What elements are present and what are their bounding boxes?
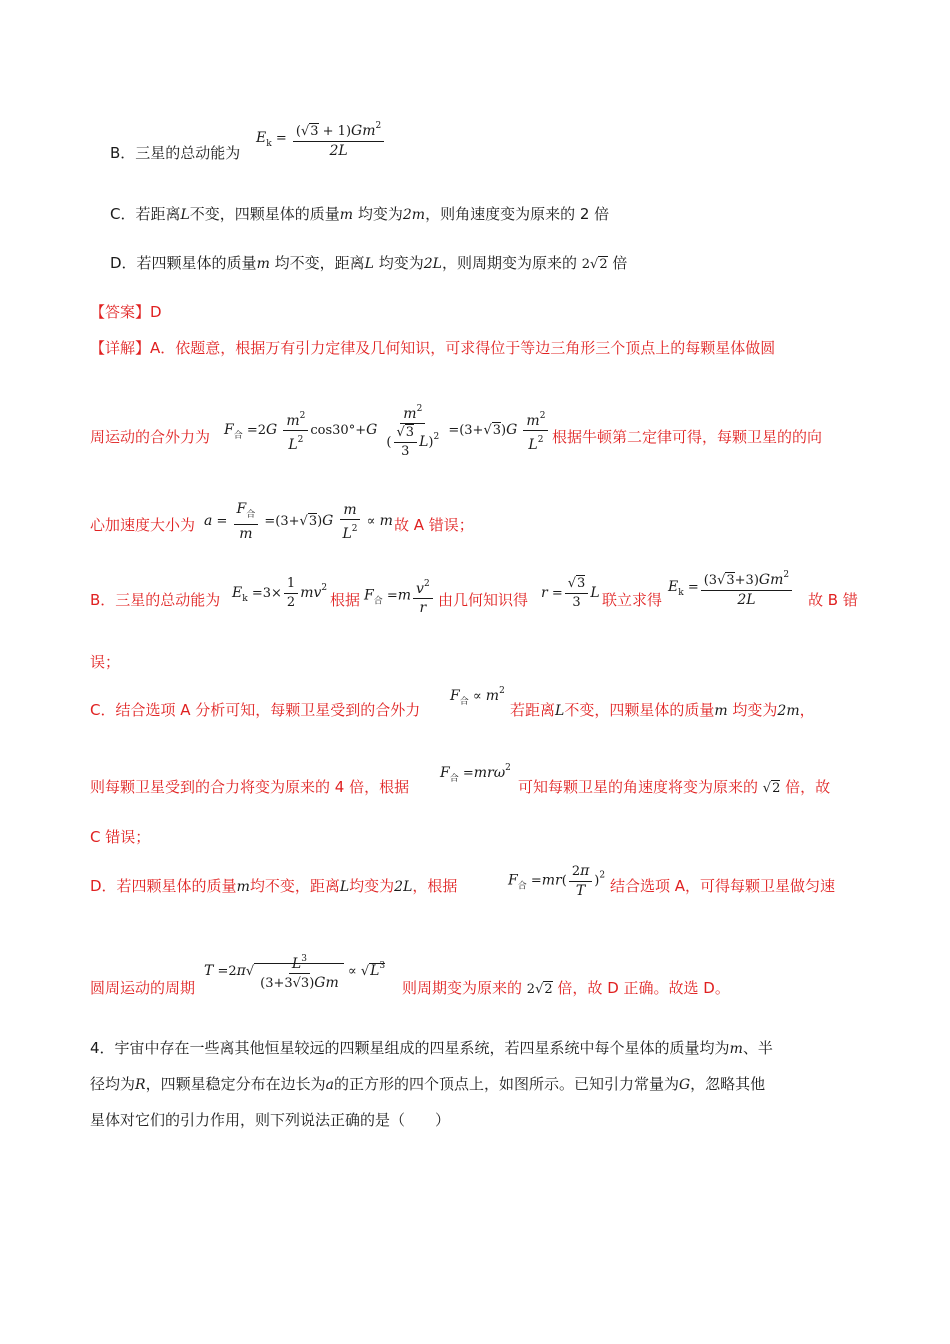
detail-line-4c: 由几何知识得 [438,591,529,609]
answer-label: 【答案】D [90,303,162,321]
detail-line-7a: 则每颗卫星受到的合力将变为原来的 4 倍，根据 [90,778,410,796]
detail-line-2a: 周运动的合外力为 [90,428,211,446]
detail-line-7b: 可知每颗卫星的角速度将变为原来的 √2 倍，故 [518,778,831,796]
radius-formula: r = $\frac{√3}{3}$ L [541,576,600,610]
detail-line-6a: C．结合选项 A 分析可知，每颗卫星受到的合外力 [90,701,421,719]
detail-line-9a: D．若四颗星体的质量m均不变，距离L均变为2L，根据 [90,877,458,895]
acceleration-formula: a = $\frac{F_合}{m}$ =(3+√3)G $\frac{m}{L^2}$ ∝ m [204,501,393,542]
detail-line-4e: 故 B 错 [808,591,858,609]
net-force-formula: $F_合 =2G$ $\frac{m^2}{L^2}$ cos30°+G $m^2$ ( $\frac{√3}{3}$ L)$^2$ =(3+√3)G $\frac{m^2}{L^2}$ [224,400,550,461]
detail-line-5: 误； [90,653,121,671]
detail-line-3a: 心加速度大小为 [90,516,196,534]
detail-line-4b: 根据 [330,591,361,609]
detail-line-1: 【详解】A．依题意，根据万有引力定律及几何知识，可求得位于等边三角形三个顶点上的每颗星体做圆 [90,339,776,357]
option-c: C．若距离L不变，四颗星体的质量m 均变为2m，则角速度变为原来的 2 倍 [110,205,610,223]
detail-line-10b: 则周期变为原来的 2√2 倍，故 D 正确。故选 D。 [402,979,730,997]
detail-line-10a: 圆周运动的周期 [90,979,196,997]
force-proportional: $F_合 \propto m^2$ [450,686,505,707]
detail-line-4d: 联立求得 [602,591,663,609]
detail-line-2b: 根据牛顿第二定律可得，每颗卫星的的向 [552,428,823,446]
total-ke-formula: $E_k$ = $\frac{(3√3+3)Gm^2}{2L}$ [668,566,794,609]
period-formula: T =2π√ $\frac{L^3}{(3+3√3)Gm}$ ∝ $√L^3$ [204,950,385,993]
detail-line-6b: 若距离L不变，四颗星体的质量m 均变为2m， [510,701,815,719]
question4-line-3: 星体对它们的引力作用，则下列说法正确的是（ ） [90,1111,451,1129]
detail-line-9b: 结合选项 A，可得每颗卫星做匀速 [610,877,836,895]
detail-line-4a: B．三星的总动能为 [90,591,221,609]
detail-line-8: C 错误； [90,828,151,846]
question4-line-1: 4．宇宙中存在一些离其他恒星较远的四颗星组成的四星系统，若四星系统中每个星体的质量均为m、半 [90,1039,773,1057]
question4-line-2: 径均为R，四颗星稳定分布在边长为a的正方形的四个顶点上，如图所示。已知引力常量为G，忽略其他 [90,1075,766,1093]
centripetal-formula: $F_合 =m$ $\frac{v^2}{r}$ [364,575,435,617]
period-force-formula: $F_合 =mr$( $\frac{2\pi}{T}$ )$^2$ [508,863,606,899]
kinetic-energy-formula: $E_k =3\times$ $\frac{1}{2}$ $mv^2$ [232,576,328,610]
option-d: D．若四颗星体的质量m 均不变，距离L 均变为2L，则周期变为原来的 2√2 倍 [110,254,628,272]
detail-line-3b: 故 A 错误； [394,516,474,534]
option-b: B．三星的总动能为 [110,144,241,162]
angular-force-formula: $F_合 =mr\omega^2$ [440,763,511,784]
option-b-formula: $E_k$ = $\frac{(√3 + 1)Gm^2}{2L}$ [256,117,386,160]
